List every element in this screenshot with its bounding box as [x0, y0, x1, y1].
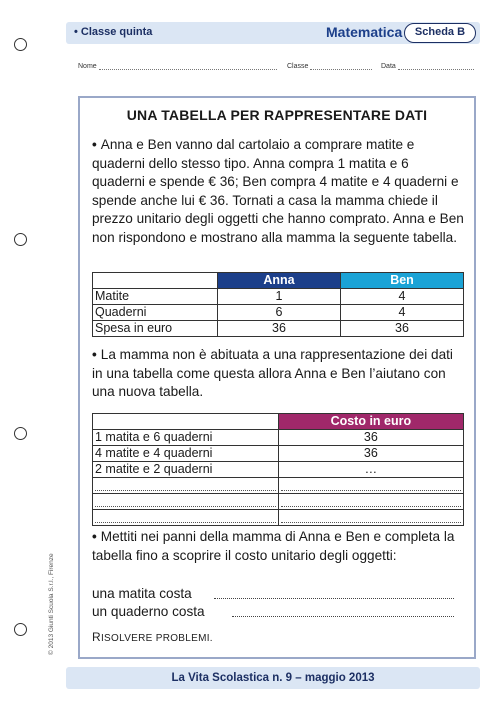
binder-hole-icon: [14, 38, 27, 51]
task-paragraph: Mettiti nei panni della mamma di Anna e Ben e completa la tabella fino a scoprire il costo unitario degli oggetti:: [92, 529, 455, 563]
cell-cost: 36: [278, 446, 463, 462]
row-label: Matite: [93, 289, 218, 305]
table-header-row: [93, 273, 464, 289]
pencil-answer-label: una matita costa: [92, 586, 192, 601]
bullet-icon: •: [92, 529, 97, 544]
table-row: [93, 446, 464, 462]
date-field[interactable]: [381, 63, 474, 70]
cost-table: [92, 413, 464, 526]
cell-ben: 36: [341, 321, 464, 337]
second-text: [92, 346, 464, 402]
header-bar: [66, 22, 480, 44]
row-label: 1 matita e 6 quaderni: [93, 430, 279, 446]
row-label: 2 matite e 2 quaderni: [93, 462, 279, 478]
name-field[interactable]: [78, 63, 277, 70]
binder-hole-icon: [14, 427, 27, 440]
bullet-icon: •: [92, 347, 97, 362]
table-row: [93, 430, 464, 446]
subject-title: Matematica: [326, 24, 403, 40]
table-header-row: [93, 414, 464, 430]
cell-cost: …: [278, 462, 463, 478]
blank-label-input[interactable]: [93, 510, 279, 526]
purchases-table: [92, 272, 464, 337]
blank-cost-input[interactable]: [278, 478, 463, 494]
blank-label-input[interactable]: [93, 494, 279, 510]
cell-anna: 6: [218, 305, 341, 321]
cell-anna: 36: [218, 321, 341, 337]
date-label: Data: [381, 63, 396, 70]
binder-hole-icon: [14, 623, 27, 636]
skill-note: RISOLVERE PROBLEMI.: [92, 630, 213, 644]
cell-ben: 4: [341, 289, 464, 305]
cell-cost: 36: [278, 430, 463, 446]
footer-bar: [66, 667, 480, 689]
header-anna: Anna: [218, 273, 341, 289]
problem-paragraph: Anna e Ben vanno dal cartolaio a comprare matite e quaderni dello stesso tipo. Anna compra 1 matita e 6 quaderni e spende € 36; Ben compra 4 matite e 4 quaderni e spende anche lui € 36. Tornati a casa la mamma chiede il prezzo unitario degli oggetti che hanno comprato. Anna e Ben non rispondono e mostrano alla mamma la seguente tabella.: [92, 137, 464, 245]
header-ben: Ben: [341, 273, 464, 289]
pencil-answer[interactable]: [92, 585, 464, 603]
task-text: [92, 528, 464, 565]
table-row: [93, 305, 464, 321]
footer-text: La Vita Scolastica n. 9 – maggio 2013: [171, 672, 375, 684]
bullet-icon: •: [92, 137, 97, 152]
class-field[interactable]: [287, 63, 372, 70]
copyright-note: © 2013 Giunti Scuola S.r.l., Firenze: [48, 553, 55, 655]
table-row: [93, 321, 464, 337]
class-level: • Classe quinta: [74, 26, 153, 38]
row-label: Quaderni: [93, 305, 218, 321]
cell-anna: 1: [218, 289, 341, 305]
header-cost: Costo in euro: [278, 414, 463, 430]
row-label: 4 matite e 4 quaderni: [93, 446, 279, 462]
blank-label-input[interactable]: [93, 478, 279, 494]
table-row-blank: [93, 494, 464, 510]
notebook-answer-label: un quaderno costa: [92, 604, 205, 619]
exercise-box: [78, 96, 476, 659]
blank-cost-input[interactable]: [278, 494, 463, 510]
problem-text: [92, 136, 464, 248]
pencil-answer-field[interactable]: [214, 598, 454, 599]
notebook-answer-field[interactable]: [232, 616, 454, 617]
table-row: [93, 462, 464, 478]
row-label: Spesa in euro: [93, 321, 218, 337]
class-label: Classe: [287, 63, 309, 70]
cell-ben: 4: [341, 305, 464, 321]
table-row-blank: [93, 478, 464, 494]
name-label: Nome: [78, 63, 97, 70]
page-title: UNA TABELLA PER RAPPRESENTARE DATI: [126, 107, 428, 123]
sheet-badge: Scheda B: [404, 23, 476, 43]
table-row-blank: [93, 510, 464, 526]
blank-cost-input[interactable]: [278, 510, 463, 526]
second-paragraph: La mamma non è abituata a una rappresentazione dei dati in una tabella come questa allora Anna e Ben l’aiutano con una nuova tabella.: [92, 347, 453, 400]
notebook-answer[interactable]: [92, 603, 464, 621]
binder-hole-icon: [14, 233, 27, 246]
table-row: [93, 289, 464, 305]
